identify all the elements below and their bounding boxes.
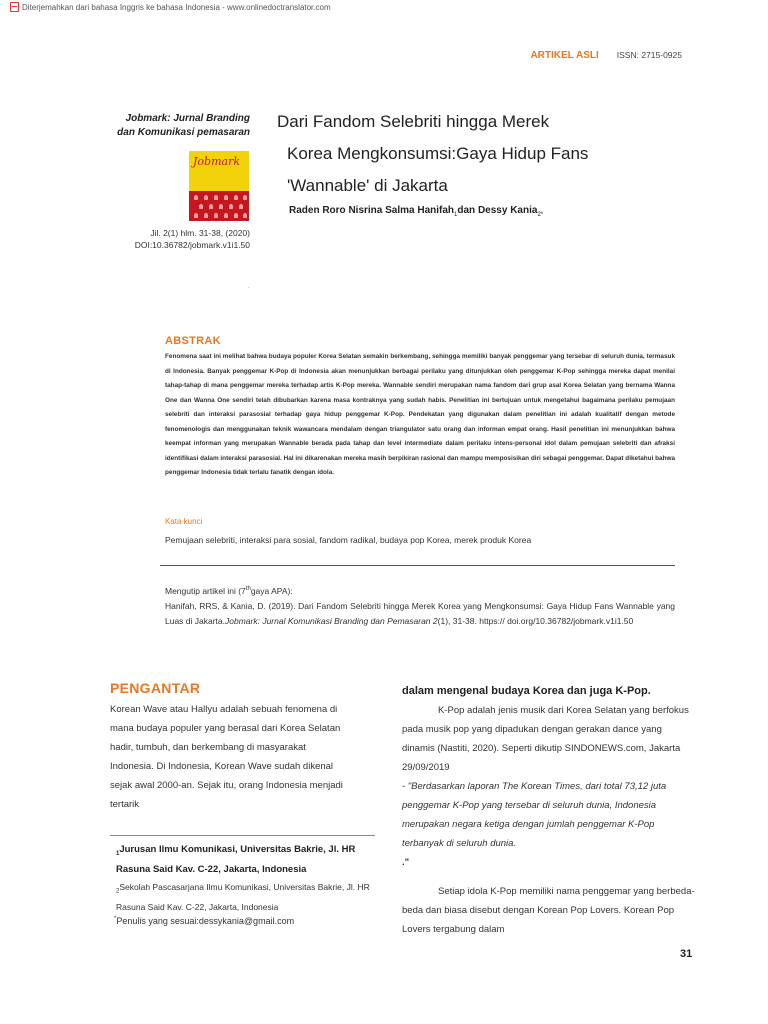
abstract-text: Fenomena saat ini melihat bahwa budaya populer Korea Selatan semakin berkembang, sehingga memiliki banyak penggemar yang tersebar di seluruh dunia, termasuk di Indonesia. Banyak penggemar K-Pop di Indonesia akan menunjukkan berbagai perilaku yang ditunjukkan oleh penggemar K-Pop sehingga mereka dapat menilai tahap-tahap di mana penggemar mereka terhadap artis K-Pop mereka. Wannable sendiri merupakan nama fandom dari grup asal Korea Selatan yang bernama Wanna One dan Wanna One sendiri telah dibubarkan karena masa kontraknya yang sudah habis. Penelitian ini bertujuan untuk mengetahui bagaimana perilaku pemujaan selebriti dan interaksi parasosial terhadap gaya hidup penggemar K-Pop. Pendekatan yang digunakan dalam penelitian ini adalah kualitatif dengan metode fenomenologis dan menggunakan teknik wawancara mendalam dengan triangulator satu orang dan informan empat orang. Hasil penelitian ini menunjukkan bahwa keempat informan yang merupakan Wannable berada pada tahap dan level intermediate dalam perilaku intens-personal idol dalam pemujaan selebriti dan afraksi identifikasi dalam interaksi parasosial. Hal ini dikarenakan mereka masih berpikiran rasional dan mampu memposisikan diri sebagai penggemar. Dapat diketahui bahwa penggemar Indonesia tidak terlalu fanatik dengan idola.: [165, 353, 676, 476]
keywords-text: Pemujaan selebriti, interaksi para sosial, fandom radikal, budaya pop Korea, merek produk Korea: [165, 535, 532, 545]
title-line-2: Korea Mengkonsumsi:Gaya Hidup Fans: [287, 144, 589, 163]
keywords-heading: Kata kunci: [165, 517, 203, 526]
issn: ISSN: 2715-0925: [616, 50, 682, 60]
intro-right-column: [402, 682, 697, 939]
cover-logo: Jobmark: [193, 155, 240, 168]
page-number: 31: [680, 948, 693, 960]
intro-heading: PENGANTAR: [110, 680, 201, 696]
doi-link[interactable]: DOI:10.36782/jobmark.v1i1.50: [134, 240, 250, 251]
journal-name-line2: dan Komunikasi pemasaran: [117, 127, 250, 138]
title-line-1: Dari Fandom Selebriti hingga Merek: [277, 112, 550, 131]
translation-note: [10, 2, 331, 12]
article-type: ARTIKEL ASLI: [530, 50, 599, 61]
citation-text-end: (1), 31-38. https:// doi.org/10.36782/jobmark.v1i1.50: [437, 615, 634, 626]
citation-label: [165, 582, 675, 599]
right-quote: - "Berdasarkan laporan The Korean Times, dari total 73,12 juta penggemar K-Pop yang tersebar di seluruh dunia, Indonesia merupakan negara ketiga dengan jumlah penggemar K-Pop terbanyak di seluruh dunia.: [402, 781, 667, 849]
affiliation-1-text: Jurusan Ilmu Komunikasi, Universitas Bakrie, Jl. HR Rasuna Said Kav. C-22, Jakarta, Indonesia: [116, 844, 356, 875]
footnote-rule: [110, 835, 375, 836]
author-2-marker: 2*: [537, 212, 544, 218]
affiliation-2-text: Sekolah Pascasarjana Ilmu Komunikasi, Universitas Bakrie, Jl. HR Rasuna Said Kav. C-22, Jakarta, Indonesia: [116, 882, 370, 912]
journal-name: [80, 112, 250, 140]
title-line-3: 'Wannable' di Jakarta: [287, 176, 448, 195]
intro-left-column: Korean Wave atau Hallyu adalah sebuah fenomena di mana budaya populer yang berasal dari Korea Selatan hadir, tumbuh, dan berkembang di masyarakat Indonesia. Di Indonesia, Korean Wave sudah dikenal sejak awal 2000-an. Sejak itu, orang Indonesia menjadi tertarik: [110, 704, 343, 810]
cover-pattern: [189, 191, 249, 221]
authors: [289, 205, 543, 218]
citation-label-start: Mengutip artikel ini (7: [165, 585, 246, 596]
abstract-heading: ABSTRAK: [165, 335, 221, 347]
author-2: dan Dessy Kania: [457, 205, 538, 216]
right-bold-lead: dalam mengenal budaya Korea dan juga K-Pop.: [402, 685, 651, 697]
right-paragraph-1: K-Pop adalah jenis musik dari Korea Selatan yang berfokus pada musik pop yang dipadukan dengan gerakan dance yang dinamis (Nastiti, 2020). Seperti dikutip SINDONEWS.com, Jakarta 29/09/2019: [402, 705, 689, 773]
document-icon: [10, 2, 19, 12]
article-title: [277, 106, 637, 202]
right-endquote: .": [402, 857, 410, 868]
journal-name-line1: Jobmark: Jurnal Branding: [125, 113, 250, 124]
citation-block: [165, 582, 675, 629]
article-header: [530, 50, 682, 61]
volume-info: [80, 227, 250, 252]
citation-label-end: gaya APA):: [250, 585, 293, 596]
corresponding-marker: *: [114, 916, 117, 922]
citation-text: [165, 599, 675, 629]
translation-note-text: Diterjemahkan dari bahasa Inggris ke bahasa Indonesia - www.onlinedoctranslator.com: [22, 2, 331, 12]
affiliation-1-marker: 1: [116, 850, 120, 857]
citation-journal: Jobmark: Jurnal Komunikasi Branding dan Pemasaran 2: [225, 615, 438, 626]
affiliation-1: [116, 842, 381, 877]
right-paragraph-2: Setiap idola K-Pop memiliki nama penggemar yang berbeda-beda dan biasa disebut dengan Korean Pop Lovers. Korean Pop Lovers tergabung dalam: [402, 886, 695, 935]
affiliation-2-marker: 2: [116, 888, 120, 895]
journal-cover-image: [189, 151, 249, 221]
citation-text-start: Hanifah, RRS, & Kania, D. (2019). Dari Fandom Selebriti hingga Merek Korea yang Mengkonsumsi: Gaya Hidup Fans Wannable yang Luas di Jakarta.: [165, 600, 675, 626]
divider: [160, 565, 675, 566]
corresponding-author: [114, 916, 294, 926]
citation-label-sup: th: [245, 586, 251, 592]
volume-pages: Jil. 2(1) hlm. 31-38, (2020): [150, 228, 250, 238]
corresponding-email: Penulis yang sesuai:dessykania@gmail.com: [116, 916, 295, 926]
stray-dot: .: [248, 284, 250, 290]
author-1: Raden Roro Nisrina Salma Hanifah: [289, 205, 455, 216]
affiliation-2: [116, 880, 381, 915]
author-1-marker: 1: [454, 212, 458, 218]
